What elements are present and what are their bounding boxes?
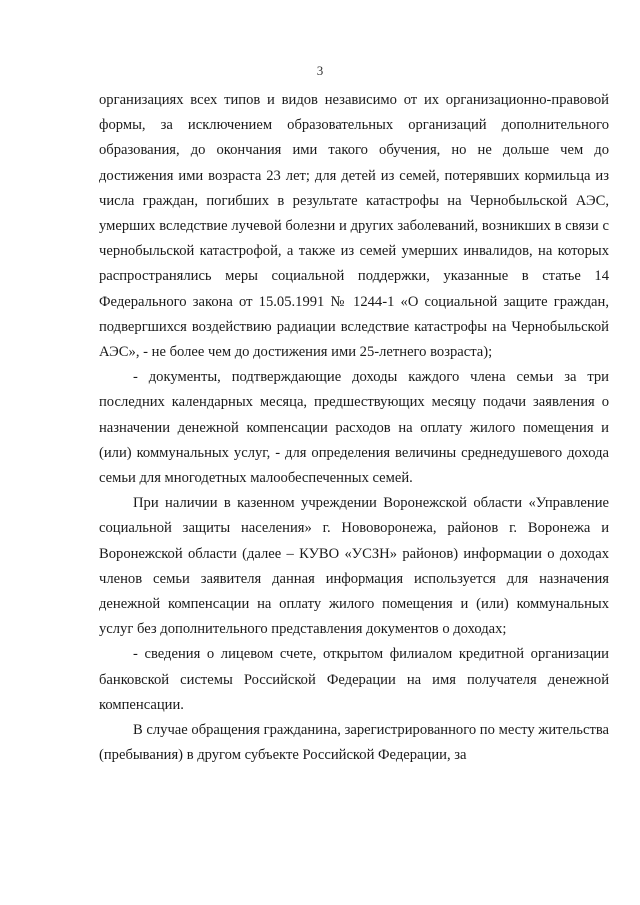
paragraph-5: В случае обращения гражданина, зарегистрированного по месту жительства (пребывания) в другом субъекте Российской Федерации, за [99, 722, 609, 764]
paragraph-2: - документы, подтверждающие доходы каждого члена семьи за три последних календарных месяца, предшествующих месяцу подачи заявления о назначении денежной компенсации расходов на оплату жилого помещения и (или) коммунальных услуг, - для определения величины среднедушевого дохода семьи для многодетных малообеспеченных семей. [99, 369, 609, 487]
paragraph-4: - сведения о лицевом счете, открытом филиалом кредитной организации банковской системы Российской Федерации на имя получателя денежной компенсации. [99, 646, 609, 713]
document-body [99, 88, 609, 768]
paragraph-1: организациях всех типов и видов независимо от их организационно-правовой формы, за исключением образовательных организаций дополнительного образования, до окончания ими такого обучения, но не дольше чем до достижения ими возраста 23 лет; для детей из семей, потерявших кормильца из числа граждан, погибших в результате катастрофы на Чернобыльской АЭС, умерших вследствие лучевой болезни и других заболеваний, возникших в связи с чернобыльской катастрофой, а также из семей умерших инвалидов, на которых распространялись меры социальной поддержки, указанные в статье 14 Федерального закона от 15.05.1991 № 1244-1 «О социальной защите граждан, подвергшихся воздействию радиации вследствие катастрофы на Чернобыльской АЭС», - не более чем до достижения ими 25-летнего возраста); [99, 92, 609, 361]
page-number: 3 [316, 63, 324, 78]
paragraph-3: При наличии в казенном учреждении Воронежской области «Управление социальной защиты населения» г. Нововоронежа, районов г. Воронежа и Воронежской области (далее – КУВО «УСЗН» районов) информации о доходах членов семьи заявителя данная информация используется для назначения денежной компенсации на оплату жилого помещения и (или) коммунальных услуг без дополнительного представления документов о доходах; [99, 495, 609, 638]
